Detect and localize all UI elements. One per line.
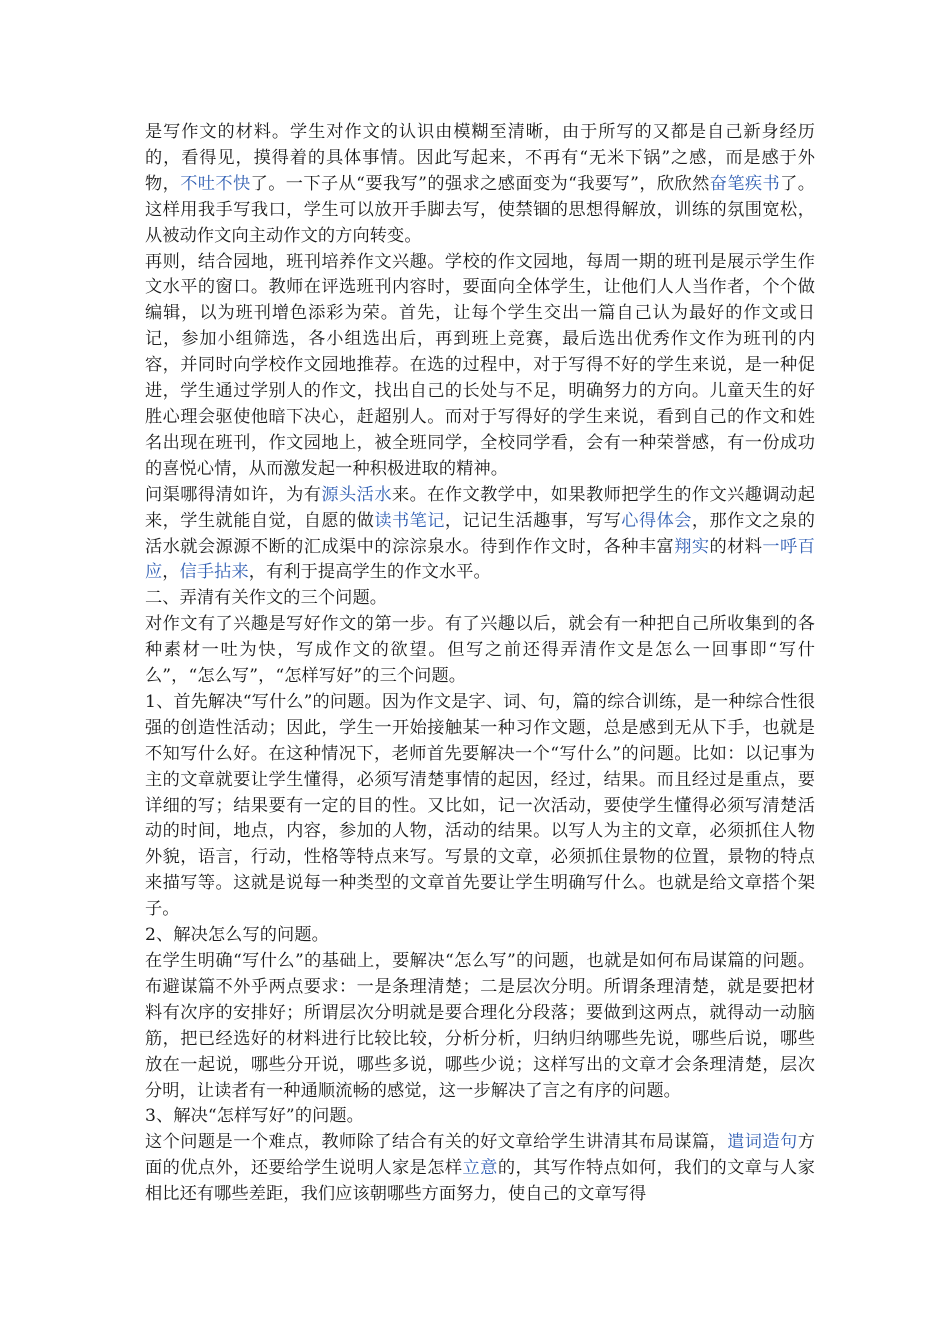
- encyclopedia-link[interactable]: 一呼百应: [145, 536, 815, 583]
- body-text: 了。一下子从“要我写”的强求之感面变为“我要写”，欣欣然: [250, 173, 710, 194]
- document-body: [145, 120, 815, 1208]
- body-text: ，记记生活趣事，写写: [444, 510, 622, 531]
- encyclopedia-link[interactable]: 遣词造句: [727, 1132, 798, 1153]
- body-text: 对作文有了兴趣是写好作文的第一步。有了兴趣以后，就会有一种把自己所收集到的各种素材一吐为快，写成作文的欲望。但写之前还得弄清作文是怎么一回事即“写什么”，“怎么写”，“怎样写好”的三个问题。: [145, 614, 815, 687]
- paragraph: [145, 483, 815, 587]
- encyclopedia-link[interactable]: 源头活水: [321, 484, 392, 505]
- body-text: 的，其写作特点如何，我们的文章与人家相比还有哪些差距，我们应该朝哪些方面努力，使自己的文章写得: [145, 1158, 815, 1205]
- paragraph: [145, 250, 815, 483]
- body-text: 是写作文的材料。学生对作文的认识由模糊至清晰，由于所写的又都是自己新身经历的，看得见，摸得着的具体事情。因此写起来，不再有“无米下锅”之感，而是感于外物，: [145, 122, 815, 194]
- encyclopedia-link[interactable]: 立意: [462, 1158, 498, 1179]
- body-text: 了。这样用我手写我口，学生可以放开手脚去写，使禁锢的思想得解放，训练的氛围宽松，从被动作文向主动作文的方向转变。: [145, 173, 815, 246]
- body-text: 再则，结合园地，班刊培养作文兴趣。学校的作文园地，每周一期的班刊是展示学生作文水平的窗口。教师在评选班刊内容时，要面向全体学生，让他们人人当作者，个个做编辑，以为班刊增色添彩为荣。首先，让每个学生交出一篇自己认为最好的作文或日记，参加小组筛选，各小组选出后，再到班上竞赛，最后选出优秀作文作为班刊的内容，并同时向学校作文园地推荐。在选的过程中，对于写得不好的学生来说，是一种促进，学生通过学别人的作文，找出自己的长处与不足，明确努力的方向。儿童天生的好胜心理会驱使他暗下决心，赶超别人。而对于写得好的学生来说，看到自己的作文和姓名出现在班刊，作文园地上，被全班同学，全校同学看，会有一种荣誉感，有一份成功的喜悦心情，从而激发起一种积极进取的精神。: [145, 251, 815, 479]
- paragraph: [145, 586, 815, 612]
- encyclopedia-link[interactable]: 不吐不快: [180, 173, 251, 194]
- paragraph: [145, 120, 815, 250]
- paragraph: [145, 1130, 815, 1208]
- body-text: ，那作文之泉的活水就会源源不断的汇成渠中的淙淙泉水。待到作作文时，各种丰富: [145, 510, 815, 557]
- encyclopedia-link[interactable]: 心得体会: [621, 510, 692, 531]
- paragraph: [145, 923, 815, 949]
- encyclopedia-link[interactable]: 翔实: [674, 536, 710, 557]
- body-text: ，: [162, 562, 180, 583]
- encyclopedia-link[interactable]: 奋笔疾书: [709, 173, 781, 194]
- body-text: 2、解决怎么写的问题。: [145, 925, 329, 946]
- body-text: 二、弄清有关作文的三个问题。: [145, 588, 388, 609]
- body-text: 1、首先解决“写什么”的问题。因为作文是字、词、句，篇的综合训练，是一种综合性很强的创造性活动；因此，学生一开始接触某一种习作文题，总是感到无从下手，也就是不知写什么好。在这种情况下，老师首先要解决一个“写什么”的问题。比如：以记事为主的文章就要让学生懂得，必须写清楚事情的起因，经过，结果。而且经过是重点，要详细的写；结果要有一定的目的性。又比如，记一次活动，要使学生懂得必须写清楚活动的时间，地点，内容，参加的人物，活动的结果。以写人为主的文章，必须抓住人物外貌，语言，行动，性格等特点来写。写景的文章，必须抓住景物的位置，景物的特点来描写等。这就是说每一种类型的文章首先要让学生明确写什么。也就是给文章搭个架子。: [145, 691, 815, 920]
- body-text: 3、解决“怎样写好”的问题。: [145, 1106, 364, 1127]
- encyclopedia-link[interactable]: 信手拈来: [179, 562, 249, 583]
- paragraph: [145, 690, 815, 923]
- paragraph: [145, 612, 815, 690]
- body-text: 这个问题是一个难点，教师除了结合有关的好文章给学生讲清其布局谋篇，: [145, 1132, 728, 1153]
- body-text: 方面的优点外，还要给学生说明人家是怎样: [145, 1132, 815, 1179]
- body-text: 在学生明确“写什么”的基础上，要解决“怎么写”的问题，也就是如何布局谋篇的问题。布避谋篇不外乎两点要求：一是条理清楚；二是层次分明。所谓条理清楚，就是要把材料有次序的安排好；所谓层次分明就是要合理化分段落；要做到这两点，就得动一动脑筋，把已经选好的材料进行比较比较，分析分析，归纳归纳哪些先说，哪些后说，哪些放在一起说，哪些分开说，哪些多说，哪些少说；这样写出的文章才会条理清楚，层次分明，让读者有一种通顺流畅的感觉，这一步解决了言之有序的问题。: [145, 951, 815, 1101]
- paragraph: [145, 1104, 815, 1130]
- body-text: 来。在作文教学中，如果教师把学生的作文兴趣调动起来，学生就能自觉，自愿的做: [145, 484, 815, 531]
- body-text: ，有利于提高学生的作文水平。: [248, 562, 491, 583]
- encyclopedia-link[interactable]: 读书笔记: [374, 510, 445, 531]
- body-text: 的材料: [709, 536, 763, 557]
- body-text: 问渠哪得清如许，为有: [145, 484, 322, 505]
- paragraph: [145, 949, 815, 1104]
